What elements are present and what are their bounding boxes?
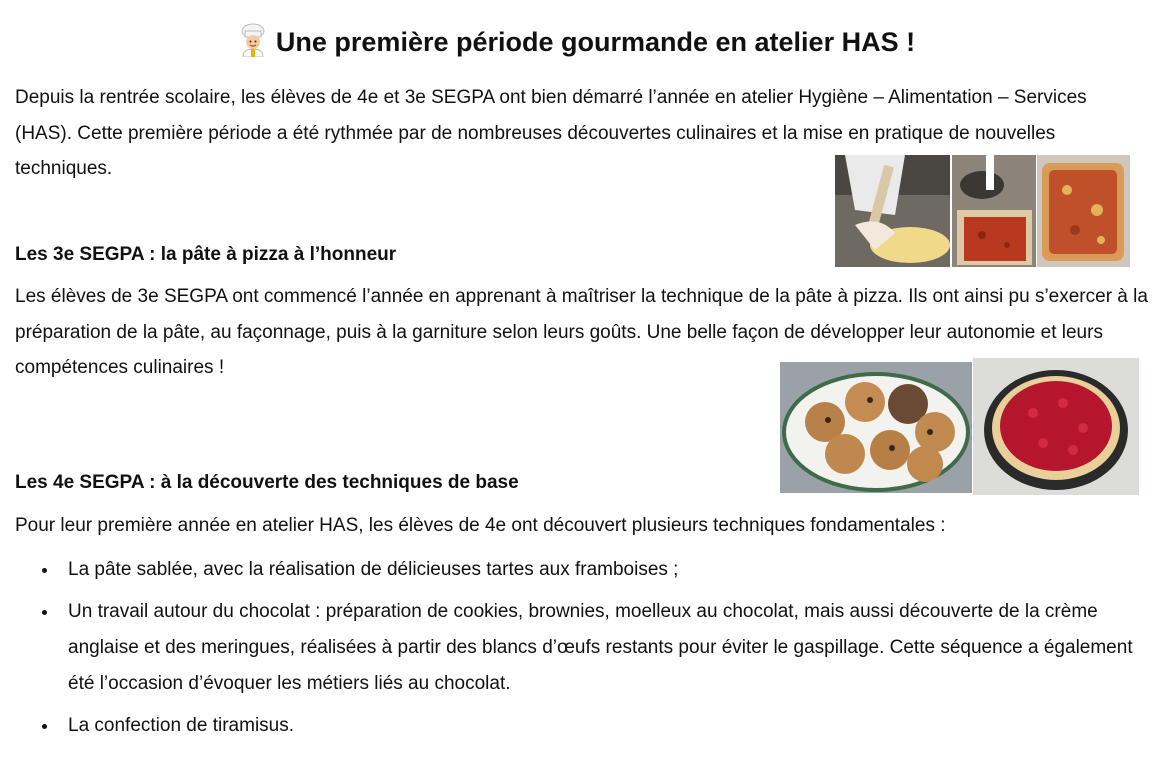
section-text-4e: Pour leur première année en atelier HAS, les élèves de 4e ont découvert plusieurs techniques fondamentales :	[15, 515, 946, 536]
photo-cookies	[780, 362, 972, 493]
list-item: La confection de tiramisus.	[0, 708, 1140, 744]
page-title-text: Une première période gourmande en atelier HAS !	[275, 27, 916, 57]
list-item: La pâte sablée, avec la réalisation de délicieuses tartes aux framboises ;	[0, 552, 1140, 588]
techniques-list	[0, 552, 1140, 750]
chef-icon	[238, 23, 268, 57]
photo-dough-rolling	[835, 155, 950, 267]
section-text-3e: Les élèves de 3e SEGPA ont commencé l’année en apprenant à maîtriser la technique de la pâte à pizza. Ils ont ainsi pu s’exercer à la préparation de la pâte, au façonnage, puis à la garniture selon leurs goûts. Une belle façon de développer leur autonomie et leurs compétences culinaires !	[15, 286, 1148, 378]
list-item: Un travail autour du chocolat : préparation de cookies, brownies, moelleux au chocolat, mais aussi découverte de la crème anglaise et des meringues, réalisées à partir des blancs d’œufs restants pour éviter le gaspillage. Cette séquence a également été l’occasion d’évoquer les métiers liés au chocolat.	[0, 594, 1140, 702]
photo-pizza-sauce	[952, 155, 1036, 267]
intro-paragraph: Depuis la rentrée scolaire, les élèves de 4e et 3e SEGPA ont bien démarré l’année en atelier Hygiène – Alimentation – Services (HAS). Cette première période a été rythmée par de nombreuses découvertes culinaires et la mise en pratique de nouvelles techniques.	[15, 87, 1087, 179]
section-heading-3e: Les 3e SEGPA : la pâte à pizza à l’honneur	[15, 244, 397, 265]
photo-baked-pizza	[1037, 155, 1130, 267]
page-title	[0, 22, 1153, 62]
photo-raspberry-tart	[973, 358, 1139, 495]
section-heading-4e: Les 4e SEGPA : à la découverte des techniques de base	[15, 472, 519, 493]
